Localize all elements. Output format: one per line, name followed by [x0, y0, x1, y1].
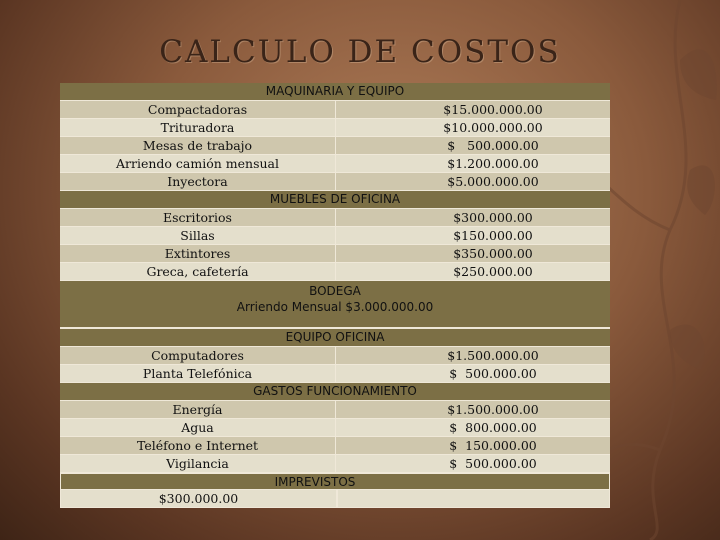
item-label: Escritorios [163, 210, 232, 225]
item-cost: $1.500.000.00 [335, 401, 610, 418]
item-cost: $ 500.000.00 [335, 365, 610, 382]
item-cost: $1.500.000.00 [335, 347, 610, 364]
table-row [60, 263, 610, 281]
equipo-oficina-rows [60, 347, 610, 383]
item-cost: $ 500.000.00 [335, 455, 610, 472]
item-label: Trituradora [160, 120, 235, 135]
table-row [60, 437, 610, 455]
item-label: Mesas de trabajo [142, 138, 253, 153]
item-cost: $150.000.00 [335, 227, 610, 244]
table-row [60, 455, 610, 473]
table-row [60, 209, 610, 227]
table-row [60, 155, 610, 173]
item-label: Compactadoras [147, 102, 248, 117]
item-label: Energía [172, 402, 223, 417]
item-label: Vigilancia [166, 456, 229, 471]
table-row [60, 365, 610, 383]
muebles-rows [60, 209, 610, 281]
section-header-muebles: MUEBLES DE OFICINA [60, 191, 610, 209]
table-row [60, 245, 610, 263]
cost-table [60, 83, 610, 508]
section-header-equipo-oficina: EQUIPO OFICINA [60, 329, 610, 347]
table-row [60, 419, 610, 437]
table-row [60, 101, 610, 119]
item-cost: $ 500.000.00 [335, 137, 610, 154]
item-cost: $350.000.00 [335, 245, 610, 262]
table-row [60, 227, 610, 245]
section-bodega [60, 281, 610, 327]
imprevistos-value: $300.000.00 [61, 490, 338, 507]
page-title: CALCULO DE COSTOS [159, 34, 561, 70]
table-row [60, 119, 610, 137]
table-row [60, 173, 610, 191]
table-row [60, 137, 610, 155]
item-label: Sillas [180, 228, 215, 243]
item-label: Computadores [151, 348, 244, 363]
section-header-bodega: BODEGA [309, 284, 361, 298]
section-header-maquinaria: MAQUINARIA Y EQUIPO [60, 83, 610, 101]
section-header-imprevistos: IMPREVISTOS [60, 473, 610, 490]
item-label: Extintores [164, 246, 231, 261]
section-header-gastos: GASTOS FUNCIONAMIENTO [60, 383, 610, 401]
bodega-line: Arriendo Mensual $3.000.000.00 [236, 300, 434, 314]
item-label: Greca, cafetería [146, 264, 249, 279]
item-label: Agua [181, 420, 214, 435]
gastos-rows [60, 401, 610, 473]
imprevistos-row [60, 490, 610, 508]
item-cost: $300.000.00 [335, 209, 610, 226]
item-cost: $15.000.000.00 [335, 101, 610, 118]
item-cost: $5.000.000.00 [335, 173, 610, 190]
item-label: Arriendo camión mensual [116, 156, 279, 171]
item-label: Inyectora [167, 174, 228, 189]
item-cost: $ 800.000.00 [335, 419, 610, 436]
item-cost: $250.000.00 [335, 263, 610, 280]
item-cost: $ 150.000.00 [335, 437, 610, 454]
table-row [60, 401, 610, 419]
item-cost: $10.000.000.00 [335, 119, 610, 136]
maquinaria-rows [60, 101, 610, 191]
table-row [60, 347, 610, 365]
item-cost: $1.200.000.00 [335, 155, 610, 172]
item-label: Teléfono e Internet [136, 438, 259, 453]
item-label: Planta Telefónica [142, 366, 253, 381]
